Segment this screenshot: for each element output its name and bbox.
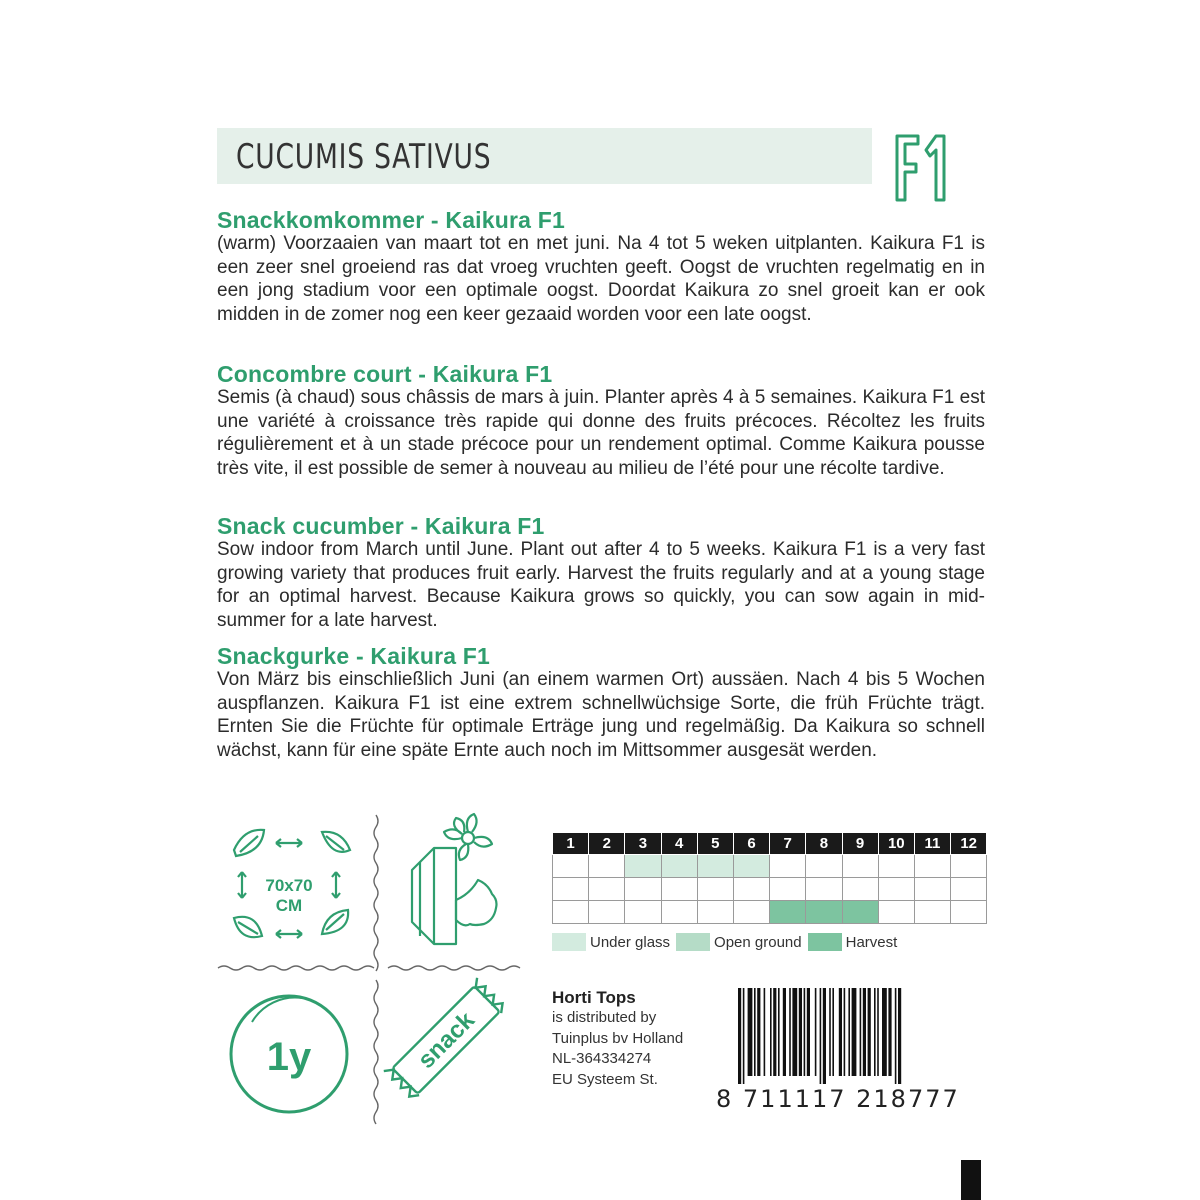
month-cell: 9	[842, 833, 878, 855]
month-cell: 10	[878, 833, 914, 855]
variety-description: Semis (à chaud) sous châssis de mars à juin. Planter après 4 à 5 semaines. Kaikura F1 est une variété à croissance très rapide qui donne des fruits précoces. Récoltez les fruits régulièrement et à un stade précoce pour un rendement optimal. Comme Kaikura pousse très vite, il est possible de semer à nouveau au milieu de l’été pour une récolte tardive.	[217, 387, 985, 479]
legend-open-ground	[676, 933, 802, 951]
barcode-bar	[895, 988, 897, 1084]
legend-label: Open ground	[714, 933, 802, 951]
greenhouse-icon	[412, 814, 497, 944]
barcode-bar	[757, 988, 760, 1076]
barcode-bar	[829, 988, 831, 1076]
barcode-bar	[832, 988, 834, 1076]
variety-description: Sow indoor from March until June. Plant out after 4 to 5 weeks. Kaikura F1 is a very fast growing variety that produces fruit early. Harvest the fruits regularly and at a young stage for an optimal harvest. Because Kaikura grows so quickly, you can sow again in mid-summer for a late harvest.	[217, 539, 985, 631]
calendar-cell	[842, 855, 878, 878]
snack-tag-icon	[384, 978, 507, 1101]
barcode-bar	[882, 988, 887, 1076]
calendar-cell	[842, 878, 878, 901]
barcode-bar	[773, 988, 776, 1076]
month-cell: 4	[661, 833, 697, 855]
barcode-bar	[804, 988, 806, 1076]
calendar-cell	[770, 901, 806, 924]
barcode-bar	[770, 988, 772, 1076]
barcode-bar	[844, 988, 846, 1076]
barcode-bar	[789, 988, 791, 1076]
circle-1y-icon	[231, 996, 347, 1112]
species-title: CUCUMIS SATIVUS	[236, 137, 492, 177]
barcode-bar	[860, 988, 862, 1076]
calendar-cell	[589, 855, 625, 878]
calendar-cell	[697, 855, 733, 878]
barcode-bar	[743, 988, 745, 1084]
barcode-bar	[792, 988, 797, 1076]
month-cell: 11	[914, 833, 950, 855]
calendar-cell	[951, 901, 987, 924]
calendar-cell	[878, 855, 914, 878]
calendar-cell	[733, 878, 769, 901]
calendar-cell	[625, 901, 661, 924]
variety-title: Snackkomkommer - Kaikura F1	[217, 207, 565, 233]
sowing-calendar	[552, 832, 987, 924]
variety-french	[217, 362, 985, 480]
variety-title: Concombre court - Kaikura F1	[217, 361, 553, 387]
barcode-bar	[868, 988, 871, 1076]
calendar-cell	[697, 901, 733, 924]
barcode-bar	[778, 988, 780, 1076]
calendar-cell	[878, 878, 914, 901]
calendar-row-open-ground	[553, 878, 987, 901]
variety-description: Von März bis einschließlich Juni (an einem warmen Ort) aussäen. Nach 4 bis 5 Wochen auspflanzen. Kaikura F1 ist eine extrem schnellwüchsige Sorte, die früh Früchte trägt. Ernten Sie die Früchte für optimale Erträge jung und regelmäßig. Da Kaikura so schnell wächst, kann für eine späte Ernte auch noch im Mittsommer ausgesät werden.	[217, 669, 985, 761]
calendar-cell	[770, 878, 806, 901]
barcode-bar	[877, 988, 879, 1076]
barcode-bar	[783, 988, 786, 1076]
calendar-cell	[589, 901, 625, 924]
month-cell: 1	[553, 833, 589, 855]
distributor-name: Horti Tops	[552, 988, 636, 1007]
legend-swatch	[676, 933, 710, 951]
variety-dutch	[217, 208, 985, 326]
calendar-cell	[806, 878, 842, 901]
calendar-cell	[661, 878, 697, 901]
calendar-cell	[697, 878, 733, 901]
variety-description: (warm) Voorzaaien van maart tot en met juni. Na 4 tot 5 weken uitplanten. Kaikura F1 is een zeer snel groeiend ras dat vroeg vruchten geeft. Oogst de vruchten regelmatig en in een jong stadium voor een optimale oogst. Doordat Kaikura zo snel groeit kan er ook midden in de zomer nog een keer gezaaid worden voor een late oogst.	[217, 233, 985, 325]
calendar-cell	[914, 878, 950, 901]
variety-title: Snackgurke - Kaikura F1	[217, 643, 491, 669]
barcode-bar	[820, 988, 822, 1084]
calendar-month-row	[553, 833, 987, 855]
snack-label: snack	[412, 1006, 480, 1074]
calendar-cell	[914, 855, 950, 878]
calendar-legend	[552, 932, 903, 952]
variety-title: Snack cucumber - Kaikura F1	[217, 513, 545, 539]
print-edge-mark	[961, 1160, 981, 1200]
calendar-cell	[878, 901, 914, 924]
calendar-cell	[951, 855, 987, 878]
calendar-row-harvest	[553, 901, 987, 924]
legend-label: Harvest	[845, 933, 898, 951]
barcode-bar	[852, 988, 857, 1076]
barcode-bar	[898, 988, 901, 1084]
calendar-cell	[625, 855, 661, 878]
month-cell: 2	[589, 833, 625, 855]
calendar-cell	[661, 901, 697, 924]
legend-label: Under glass	[590, 933, 671, 951]
barcode-bar	[764, 988, 766, 1076]
lifespan-label: 1y	[266, 1035, 312, 1079]
distributor-line: NL-364334274	[552, 1050, 652, 1067]
legend-under-glass	[552, 933, 670, 951]
barcode-bar	[888, 988, 891, 1076]
barcode-bar	[815, 988, 817, 1076]
legend-swatch	[808, 933, 842, 951]
barcode-bar	[738, 988, 741, 1084]
calendar-cell	[553, 901, 589, 924]
month-cell: 8	[806, 833, 842, 855]
distributor-line: Tuinplus bv Holland	[552, 1029, 684, 1047]
barcode	[738, 988, 978, 1084]
calendar-cell	[661, 855, 697, 878]
barcode-bar	[807, 988, 810, 1076]
calendar-row-under-glass	[553, 855, 987, 878]
barcode-bar	[848, 988, 850, 1076]
distributor-line: is distributed by	[552, 1009, 657, 1026]
variety-german	[217, 644, 985, 762]
month-cell: 3	[625, 833, 661, 855]
distributor-info	[552, 988, 683, 1090]
calendar-cell	[733, 855, 769, 878]
variety-english	[217, 514, 985, 632]
barcode-bar	[754, 988, 756, 1076]
calendar-cell	[806, 855, 842, 878]
spacing-value: 70x70	[265, 876, 313, 895]
calendar-cell	[842, 901, 878, 924]
calendar-cell	[553, 855, 589, 878]
distributor-line: EU Systeem St.	[552, 1070, 658, 1088]
calendar-cell	[806, 901, 842, 924]
month-cell: 6	[733, 833, 769, 855]
legend-swatch	[552, 933, 586, 951]
barcode-digits: 8 711117 218777	[716, 1085, 960, 1113]
legend-harvest	[808, 933, 898, 951]
f1-badge-icon	[892, 128, 952, 206]
barcode-bar	[799, 988, 802, 1076]
calendar-cell	[625, 878, 661, 901]
barcode-bar	[839, 988, 842, 1076]
month-cell: 7	[770, 833, 806, 855]
wavy-dividers	[218, 815, 520, 1124]
month-cell: 12	[951, 833, 987, 855]
calendar-cell	[589, 878, 625, 901]
calendar-cell	[733, 901, 769, 924]
barcode-bar	[874, 988, 876, 1076]
barcode-bar	[863, 988, 866, 1076]
spacing-unit: CM	[275, 896, 303, 915]
spacing-label	[259, 876, 319, 916]
month-cell: 5	[697, 833, 733, 855]
calendar-cell	[914, 901, 950, 924]
barcode-bar	[823, 988, 826, 1084]
calendar-cell	[770, 855, 806, 878]
calendar-cell	[553, 878, 589, 901]
barcode-bar	[748, 988, 753, 1076]
calendar-cell	[951, 878, 987, 901]
